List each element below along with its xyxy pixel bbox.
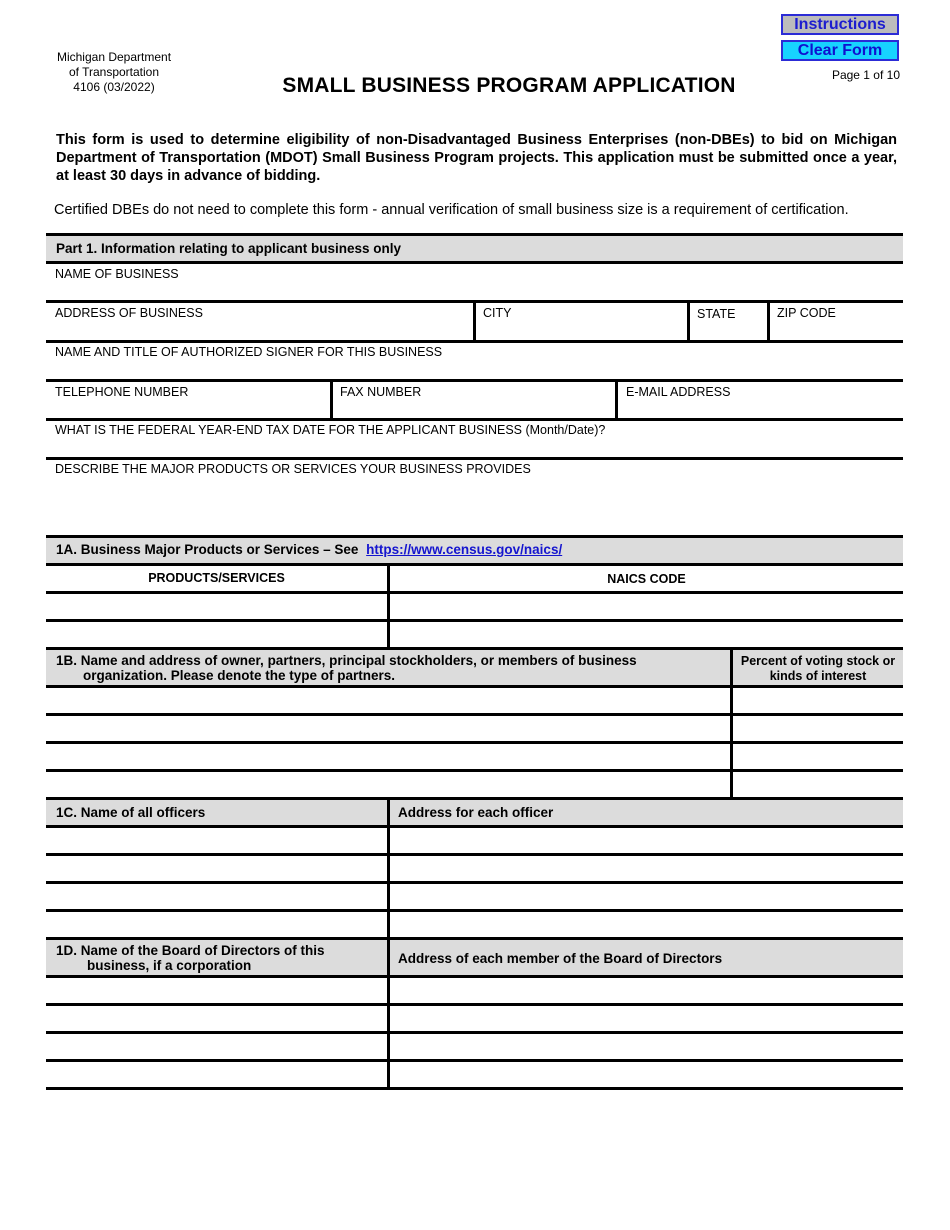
board-address-column-header: Address of each member of the Board of Directors xyxy=(398,951,723,966)
section-1b-heading-line1: 1B. Name and address of owner, partners, principal stockholders, or members of business xyxy=(56,653,637,668)
dbe-note: Certified DBEs do not need to complete this form - annual verification of small business size is a requirement of certification. xyxy=(54,202,849,218)
fax-input[interactable] xyxy=(334,400,613,418)
divider xyxy=(46,619,903,622)
authorized-signer-label: NAME AND TITLE OF AUTHORIZED SIGNER FOR THIS BUSINESS xyxy=(55,345,443,359)
divider xyxy=(46,975,903,978)
email-input[interactable] xyxy=(619,400,901,418)
naics-column-header: NAICS CODE xyxy=(607,572,686,586)
intro-paragraph: This form is used to determine eligibility of non-Disadvantaged Business Enterprises (non-DBEs) to bid on Michigan Department of Transportation (MDOT) Small Business Program projects. This application must be submitted once a year, at least 30 days in advance of bidding. xyxy=(56,132,897,184)
section-1d-heading xyxy=(56,943,325,973)
zip-code-label: ZIP CODE xyxy=(777,306,836,320)
officer-name-input-1[interactable] xyxy=(48,829,385,851)
divider xyxy=(687,300,690,342)
part1-header xyxy=(46,236,903,261)
officer-address-input-2[interactable] xyxy=(392,857,901,879)
telephone-label: TELEPHONE NUMBER xyxy=(55,385,189,399)
officer-name-input-4[interactable] xyxy=(48,913,385,935)
divider xyxy=(387,937,390,1089)
section-1a-header xyxy=(46,538,903,563)
owner-input-2[interactable] xyxy=(48,717,728,739)
percent-input-4[interactable] xyxy=(735,773,901,795)
page-number: Page 1 of 10 xyxy=(831,68,900,82)
percent-input-2[interactable] xyxy=(735,717,901,739)
divider xyxy=(730,647,733,799)
divider xyxy=(46,685,903,688)
products-input-1[interactable] xyxy=(48,595,385,617)
officer-address-input-3[interactable] xyxy=(392,885,901,907)
section-1a-heading: 1A. Business Major Products or Services – See xyxy=(56,542,359,557)
divider xyxy=(46,340,903,343)
email-label: E-MAIL ADDRESS xyxy=(626,385,731,399)
zip-code-input[interactable] xyxy=(771,321,901,339)
city-input[interactable] xyxy=(477,321,685,339)
address-label: ADDRESS OF BUSINESS xyxy=(55,306,203,320)
officer-address-column-header: Address for each officer xyxy=(398,805,554,820)
owner-input-4[interactable] xyxy=(48,773,728,795)
divider xyxy=(46,825,903,828)
address-input[interactable] xyxy=(48,321,471,339)
owner-input-1[interactable] xyxy=(48,689,728,711)
divider xyxy=(46,769,903,772)
officer-name-input-3[interactable] xyxy=(48,885,385,907)
officer-address-input-4[interactable] xyxy=(392,913,901,935)
part1-heading: Part 1. Information relating to applicant business only xyxy=(56,241,402,256)
divider xyxy=(615,379,618,420)
city-label: CITY xyxy=(483,306,512,320)
page-title: SMALL BUSINESS PROGRAM APPLICATION xyxy=(282,74,736,97)
divider xyxy=(46,741,903,744)
divider xyxy=(46,261,903,264)
divider xyxy=(46,881,903,884)
section-1d-header xyxy=(46,940,903,975)
major-products-input[interactable] xyxy=(48,478,901,534)
director-address-input-1[interactable] xyxy=(392,979,901,1001)
divider xyxy=(46,1031,903,1034)
divider xyxy=(330,379,333,420)
owner-input-3[interactable] xyxy=(48,745,728,767)
director-address-input-4[interactable] xyxy=(392,1063,901,1085)
divider xyxy=(387,797,390,940)
section-1b-heading-line2: organization. Please denote the type of partners. xyxy=(83,668,396,683)
name-of-business-input[interactable] xyxy=(48,282,901,300)
major-products-label: DESCRIBE THE MAJOR PRODUCTS OR SERVICES YOUR BUSINESS PROVIDES xyxy=(55,462,531,476)
divider xyxy=(46,379,903,382)
director-name-input-3[interactable] xyxy=(48,1035,385,1057)
section-1c-heading: 1C. Name of all officers xyxy=(56,805,206,820)
agency-name-line1: Michigan Department xyxy=(56,50,172,64)
officer-address-input-1[interactable] xyxy=(392,829,901,851)
divider xyxy=(46,1003,903,1006)
percent-header-line2: kinds of interest xyxy=(769,669,867,683)
divider xyxy=(46,1059,903,1062)
authorized-signer-input[interactable] xyxy=(48,360,901,378)
divider xyxy=(46,591,903,594)
naics-input-2[interactable] xyxy=(392,623,901,645)
divider xyxy=(46,853,903,856)
divider xyxy=(46,909,903,912)
fax-label: FAX NUMBER xyxy=(340,385,422,399)
director-name-input-4[interactable] xyxy=(48,1063,385,1085)
tax-date-input[interactable] xyxy=(48,438,901,456)
divider xyxy=(46,457,903,460)
tax-date-label: WHAT IS THE FEDERAL YEAR-END TAX DATE FOR THE APPLICANT BUSINESS (Month/Date)? xyxy=(55,423,606,437)
state-input[interactable] xyxy=(691,321,765,339)
form-number: 4106 (03/2022) xyxy=(73,80,155,94)
director-name-input-1[interactable] xyxy=(48,979,385,1001)
divider xyxy=(46,418,903,421)
products-input-2[interactable] xyxy=(48,623,385,645)
director-address-input-2[interactable] xyxy=(392,1007,901,1029)
divider xyxy=(46,1087,903,1090)
percent-column-header xyxy=(733,654,903,684)
divider xyxy=(46,563,903,566)
divider xyxy=(767,300,770,342)
director-name-input-2[interactable] xyxy=(48,1007,385,1029)
name-of-business-label: NAME OF BUSINESS xyxy=(55,267,179,281)
naics-link[interactable]: https://www.census.gov/naics/ xyxy=(366,542,563,557)
clear-form-button[interactable]: Clear Form xyxy=(781,40,899,61)
instructions-button[interactable]: Instructions xyxy=(781,14,899,35)
section-1c-header xyxy=(46,800,903,825)
agency-name-line2: of Transportation xyxy=(68,65,160,79)
products-column-header: PRODUCTS/SERVICES xyxy=(148,571,285,585)
state-label: STATE xyxy=(697,307,736,321)
percent-input-1[interactable] xyxy=(735,689,901,711)
telephone-input[interactable] xyxy=(48,400,328,418)
naics-input-1[interactable] xyxy=(392,595,901,617)
officer-name-input-2[interactable] xyxy=(48,857,385,879)
section-1b-heading xyxy=(56,653,637,683)
divider xyxy=(473,300,476,342)
director-address-input-3[interactable] xyxy=(392,1035,901,1057)
section-1d-heading-line1: 1D. Name of the Board of Directors of this xyxy=(56,943,325,958)
percent-header-line1: Percent of voting stock or xyxy=(740,654,896,668)
divider xyxy=(46,713,903,716)
percent-input-3[interactable] xyxy=(735,745,901,767)
section-1d-heading-line2: business, if a corporation xyxy=(87,958,252,973)
